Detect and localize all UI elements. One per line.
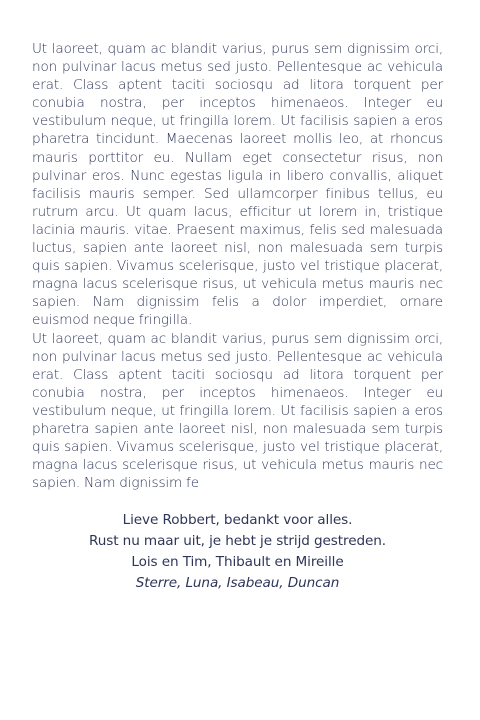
memorial-card-page [32, 40, 443, 700]
closing-line-grandchildren: Sterre, Luna, Isabeau, Duncan [135, 575, 340, 592]
closing-line-thanks: Lieve Robbert, bedankt voor alles. [122, 512, 353, 529]
body-paragraph-1: Ut laoreet, quam ac blandit varius, purus sem dignissim orci, non pulvinar lacus metus sed justo. Pellentesque ac vehicula erat. Class aptent taciti sociosqu ad litora torquent per conubia nostra, per inceptos himenaeos. Integer eu vestibulum neque, ut fringilla lorem. Ut facilisis sapien a eros pharetra tincidunt. Maecenas laoreet mollis leo, at rhoncus mauris porttitor eu. Nullam eget consectetur risus, non pulvinar eros. Nunc egestas ligula in libero convallis, aliquet facilisis mauris semper. Sed ullamcorper finibus tellus, eu rutrum arcu. Ut quam lacus, efficitur ut lorem in, tristique lacinia mauris. vitae. Praesent maximus, felis sed malesuada luctus, sapien ante laoreet nisl, non malesuada sem turpis quis sapien. Vivamus scelerisque, justo vel tristique placerat, magna lacus scelerisque risus, ut vehicula metus mauris nec sapien. Nam dignissim felis a dolor imperdiet, ornare euismod neque fringilla. [32, 41, 443, 329]
closing-line-family: Lois en Tim, Thibault en Mireille [131, 554, 344, 571]
closing-message [32, 510, 443, 594]
closing-line-rest: Rust nu maar uit, je hebt je strijd gestreden. [89, 533, 386, 550]
body-paragraph-2: Ut laoreet, quam ac blandit varius, purus sem dignissim orci, non pulvinar lacus metus sed justo. Pellentesque ac vehicula erat. Class aptent taciti sociosqu ad litora torquent per conubia nostra, per inceptos himenaeos. Integer eu vestibulum neque, ut fringilla lorem. Ut facilisis sapien a eros pharetra sapien ante laoreet nisl, non malesuada sem turpis quis sapien. Vivamus scelerisque, justo vel tristique placerat, magna lacus scelerisque risus, ut vehicula metus mauris nec sapien. Nam dignissim fe [32, 330, 443, 492]
